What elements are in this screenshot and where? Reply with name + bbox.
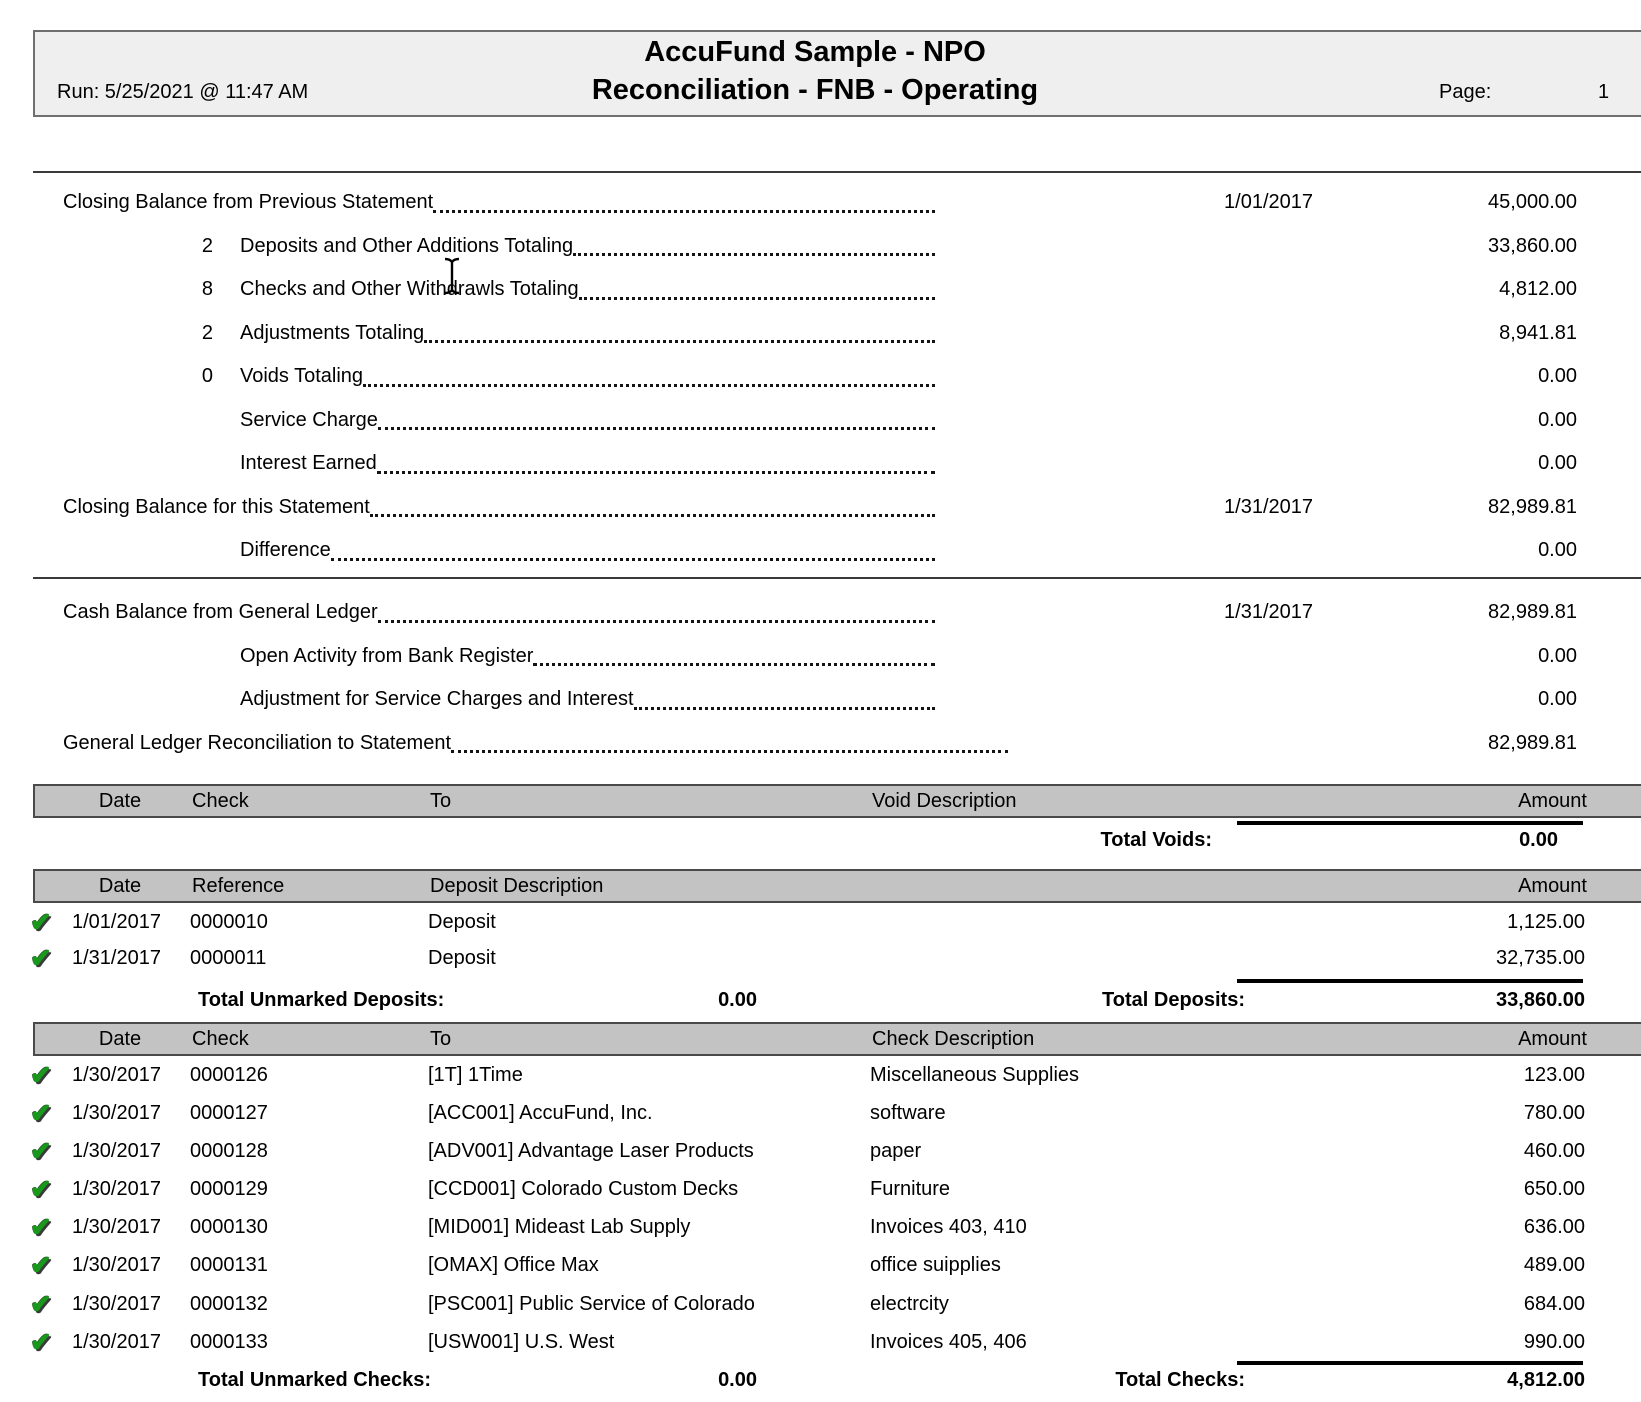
cleared-check-icon: ✔ bbox=[30, 1212, 52, 1243]
check-description: software bbox=[870, 1102, 946, 1125]
line-amount: 0.00 bbox=[1538, 644, 1577, 667]
line-amount: 82,989.81 bbox=[1488, 601, 1577, 623]
voids-table-header bbox=[33, 784, 1641, 818]
line-date: 1/31/2017 bbox=[1224, 601, 1313, 623]
line-date bbox=[1130, 312, 1313, 356]
summary-row bbox=[0, 181, 1641, 225]
check-amount: 123.00 bbox=[1523, 1064, 1585, 1086]
line-amount: 0.00 bbox=[1538, 452, 1577, 474]
summary-row bbox=[0, 678, 1641, 722]
column-header-date: Date bbox=[98, 1028, 142, 1050]
dot-leader bbox=[377, 471, 935, 474]
line-label: Closing Balance from Previous Statement bbox=[63, 191, 434, 213]
cleared-check-icon: ✔ bbox=[30, 907, 52, 937]
line-amount: 4,812.00 bbox=[1499, 278, 1577, 300]
check-amount: 650.00 bbox=[1523, 1178, 1585, 1201]
line-label: Deposits and Other Additions Totaling bbox=[240, 234, 574, 257]
column-header-reference: Reference bbox=[192, 875, 285, 897]
line-label: Interest Earned bbox=[240, 452, 377, 474]
total-checks-label: Total Checks: bbox=[1115, 1369, 1245, 1391]
check-payee: [ACC001] AccuFund, Inc. bbox=[428, 1102, 653, 1125]
check-date: 1/30/2017 bbox=[72, 1178, 161, 1201]
check-number: 0000130 bbox=[190, 1216, 268, 1239]
line-date bbox=[1130, 268, 1313, 312]
check-description: Furniture bbox=[870, 1178, 951, 1201]
dot-leader bbox=[533, 663, 935, 666]
total-voids-amount: 0.00 bbox=[1519, 829, 1558, 851]
dot-leader bbox=[370, 514, 935, 517]
line-amount: 0.00 bbox=[1538, 408, 1577, 431]
dot-leader bbox=[433, 210, 935, 213]
deposit-amount: 1,125.00 bbox=[1507, 911, 1585, 933]
leader-line bbox=[240, 635, 935, 679]
line-amount: 0.00 bbox=[1538, 365, 1577, 387]
check-row bbox=[0, 1285, 1641, 1323]
check-description: paper bbox=[870, 1140, 922, 1163]
column-header-date: Date bbox=[98, 875, 142, 897]
line-date bbox=[1130, 635, 1313, 679]
line-amount: 33,860.00 bbox=[1488, 234, 1577, 257]
check-amount: 636.00 bbox=[1523, 1216, 1585, 1239]
line-amount: 82,989.81 bbox=[1488, 495, 1577, 518]
leader-line bbox=[63, 486, 935, 530]
deposit-row bbox=[0, 941, 1641, 977]
check-description: office suipplies bbox=[870, 1254, 1001, 1277]
summary-row bbox=[0, 635, 1641, 679]
run-timestamp: Run: 5/25/2021 @ 11:47 AM bbox=[57, 81, 309, 103]
total-deposits-amount: 33,860.00 bbox=[1496, 989, 1585, 1011]
horizontal-rule bbox=[33, 171, 1641, 173]
dot-leader bbox=[573, 253, 935, 256]
column-header-date: Date bbox=[98, 790, 142, 812]
check-number: 0000131 bbox=[190, 1254, 268, 1277]
line-label: Voids Totaling bbox=[240, 365, 364, 387]
text-cursor-icon bbox=[441, 257, 463, 295]
deposits-rows bbox=[0, 905, 1641, 976]
check-date: 1/30/2017 bbox=[72, 1064, 161, 1086]
leader-line bbox=[63, 722, 1008, 766]
leader-line bbox=[240, 312, 935, 356]
leader-line bbox=[240, 355, 935, 399]
cleared-check-icon: ✔ bbox=[30, 1136, 52, 1167]
cleared-check-icon: ✔ bbox=[30, 1060, 52, 1090]
column-header-deposit-description: Deposit Description bbox=[430, 875, 604, 897]
deposit-reference: 0000011 bbox=[190, 946, 267, 969]
leader-line bbox=[240, 399, 935, 443]
line-label: Checks and Other Withdrawls Totaling bbox=[240, 278, 579, 300]
dot-leader bbox=[634, 707, 935, 710]
summary-row bbox=[0, 268, 1641, 312]
deposit-row bbox=[0, 905, 1641, 941]
deposits-table-header bbox=[33, 869, 1641, 903]
check-number: 0000128 bbox=[190, 1140, 268, 1163]
deposits-total-row bbox=[0, 986, 1641, 1014]
leader-line bbox=[240, 529, 935, 573]
check-payee: [USW001] U.S. West bbox=[428, 1330, 615, 1353]
summary-row bbox=[0, 442, 1641, 486]
total-unmarked-checks-amount: 0.00 bbox=[718, 1369, 757, 1391]
line-date: 1/31/2017 bbox=[1224, 495, 1313, 518]
deposit-date: 1/01/2017 bbox=[72, 911, 161, 933]
deposit-description: Deposit bbox=[428, 911, 496, 933]
total-deposits-label: Total Deposits: bbox=[1102, 989, 1245, 1011]
page-number: 1 bbox=[1598, 81, 1610, 103]
check-date: 1/30/2017 bbox=[72, 1330, 161, 1353]
check-payee: [PSC001] Public Service of Colorado bbox=[428, 1292, 755, 1315]
total-unmarked-checks-label: Total Unmarked Checks: bbox=[198, 1369, 432, 1391]
cleared-check-icon: ✔ bbox=[30, 1326, 52, 1357]
column-header-to: To bbox=[430, 1028, 452, 1050]
total-checks-amount: 4,812.00 bbox=[1507, 1369, 1585, 1391]
total-overline bbox=[1237, 1361, 1583, 1365]
summary-row bbox=[0, 355, 1641, 399]
line-amount: 0.00 bbox=[1538, 688, 1577, 710]
report-title: AccuFund Sample - NPO bbox=[644, 36, 986, 68]
check-description: electrcity bbox=[870, 1292, 949, 1315]
check-row bbox=[0, 1323, 1641, 1361]
column-header-check-description: Check Description bbox=[872, 1028, 1035, 1050]
summary-row bbox=[0, 722, 1641, 766]
column-header-to: To bbox=[430, 790, 452, 812]
summary-row bbox=[0, 486, 1641, 530]
dot-leader bbox=[363, 384, 935, 387]
item-count bbox=[100, 678, 213, 722]
item-count: 2 bbox=[201, 321, 213, 344]
statement-summary bbox=[0, 181, 1641, 573]
voids-total-row bbox=[0, 826, 1641, 854]
item-count bbox=[100, 635, 213, 679]
check-amount: 780.00 bbox=[1523, 1102, 1585, 1125]
dot-leader bbox=[451, 750, 1008, 753]
summary-row bbox=[0, 225, 1641, 269]
dot-leader bbox=[424, 340, 935, 343]
check-number: 0000129 bbox=[190, 1178, 268, 1201]
deposit-date: 1/31/2017 bbox=[72, 946, 161, 969]
leader-line bbox=[63, 181, 935, 225]
line-amount: 0.00 bbox=[1538, 539, 1577, 561]
line-date bbox=[1130, 399, 1313, 443]
line-label: Service Charge bbox=[240, 408, 378, 431]
check-date: 1/30/2017 bbox=[72, 1216, 161, 1239]
check-row bbox=[0, 1246, 1641, 1284]
horizontal-rule bbox=[33, 577, 1641, 579]
line-date bbox=[1130, 355, 1313, 399]
item-count bbox=[100, 442, 213, 486]
line-label: Adjustment for Service Charges and Interest bbox=[240, 688, 634, 710]
column-header-check: Check bbox=[192, 790, 249, 812]
summary-row bbox=[0, 591, 1641, 635]
line-label: Cash Balance from General Ledger bbox=[63, 601, 378, 623]
line-amount: 82,989.81 bbox=[1488, 731, 1577, 754]
check-payee: [MID001] Mideast Lab Supply bbox=[428, 1216, 691, 1239]
line-amount: 8,941.81 bbox=[1499, 321, 1577, 344]
leader-line bbox=[63, 591, 935, 635]
item-count bbox=[100, 529, 213, 573]
dot-leader bbox=[579, 297, 935, 300]
deposit-amount: 32,735.00 bbox=[1496, 946, 1585, 969]
checks-total-row bbox=[0, 1366, 1641, 1394]
line-date bbox=[1130, 722, 1313, 766]
ledger-summary bbox=[0, 591, 1641, 765]
leader-line bbox=[240, 678, 935, 722]
deposit-description: Deposit bbox=[428, 946, 496, 969]
check-number: 0000133 bbox=[190, 1330, 268, 1353]
check-date: 1/30/2017 bbox=[72, 1292, 161, 1315]
checks-rows bbox=[0, 1056, 1641, 1361]
item-count: 0 bbox=[201, 365, 213, 387]
check-number: 0000126 bbox=[190, 1064, 268, 1086]
summary-row bbox=[0, 399, 1641, 443]
cleared-check-icon: ✔ bbox=[30, 1174, 52, 1205]
checks-table-header bbox=[33, 1022, 1641, 1056]
total-overline bbox=[1237, 979, 1583, 983]
line-label: Difference bbox=[240, 539, 331, 561]
leader-line bbox=[240, 442, 935, 486]
total-voids-label: Total Voids: bbox=[1100, 829, 1212, 851]
total-overline bbox=[1237, 821, 1583, 825]
line-date bbox=[1130, 442, 1313, 486]
dot-leader bbox=[378, 620, 935, 623]
check-payee: [CCD001] Colorado Custom Decks bbox=[428, 1178, 739, 1201]
line-label: Closing Balance for this Statement bbox=[63, 495, 370, 518]
check-date: 1/30/2017 bbox=[72, 1254, 161, 1277]
check-row bbox=[0, 1056, 1641, 1094]
check-payee: [1T] 1Time bbox=[428, 1064, 523, 1086]
check-payee: [ADV001] Advantage Laser Products bbox=[428, 1140, 754, 1163]
summary-row bbox=[0, 312, 1641, 356]
column-header-amount: Amount bbox=[1518, 1028, 1587, 1050]
dot-leader bbox=[378, 427, 935, 430]
check-description: Invoices 403, 410 bbox=[870, 1216, 1027, 1239]
check-date: 1/30/2017 bbox=[72, 1140, 161, 1163]
check-number: 0000127 bbox=[190, 1102, 268, 1125]
check-amount: 990.00 bbox=[1523, 1330, 1585, 1353]
check-row bbox=[0, 1132, 1641, 1170]
line-date bbox=[1130, 225, 1313, 269]
check-row bbox=[0, 1208, 1641, 1246]
check-amount: 489.00 bbox=[1523, 1254, 1585, 1277]
check-description: Miscellaneous Supplies bbox=[870, 1064, 1080, 1086]
line-label: General Ledger Reconciliation to Statement bbox=[63, 731, 452, 754]
total-unmarked-deposits-amount: 0.00 bbox=[718, 989, 757, 1011]
cleared-check-icon: ✔ bbox=[30, 1098, 52, 1129]
line-date bbox=[1130, 678, 1313, 722]
leader-line bbox=[240, 268, 935, 312]
summary-row bbox=[0, 529, 1641, 573]
check-row bbox=[0, 1170, 1641, 1208]
total-unmarked-deposits-label: Total Unmarked Deposits: bbox=[198, 989, 445, 1011]
column-header-amount: Amount bbox=[1518, 875, 1587, 897]
report-subtitle: Reconciliation - FNB - Operating bbox=[591, 74, 1039, 106]
check-description: Invoices 405, 406 bbox=[870, 1330, 1027, 1353]
item-count bbox=[100, 399, 213, 443]
dot-leader bbox=[331, 558, 935, 561]
report-header bbox=[33, 30, 1641, 117]
page-label: Page: bbox=[1439, 81, 1492, 103]
line-amount: 45,000.00 bbox=[1488, 191, 1577, 213]
deposit-reference: 0000010 bbox=[190, 911, 268, 933]
item-count: 2 bbox=[201, 234, 213, 257]
column-header-check: Check bbox=[192, 1028, 249, 1050]
check-amount: 460.00 bbox=[1523, 1140, 1585, 1163]
column-header-void-description: Void Description bbox=[872, 790, 1017, 812]
line-label: Open Activity from Bank Register bbox=[240, 644, 534, 667]
check-payee: [OMAX] Office Max bbox=[428, 1254, 599, 1277]
column-header-amount: Amount bbox=[1518, 790, 1587, 812]
line-date bbox=[1130, 529, 1313, 573]
line-date: 1/01/2017 bbox=[1224, 191, 1313, 213]
check-row bbox=[0, 1094, 1641, 1132]
check-date: 1/30/2017 bbox=[72, 1102, 161, 1125]
cleared-check-icon: ✔ bbox=[30, 1288, 52, 1319]
leader-line bbox=[240, 225, 935, 269]
item-count: 8 bbox=[201, 278, 213, 300]
line-label: Adjustments Totaling bbox=[240, 321, 425, 344]
check-number: 0000132 bbox=[190, 1292, 268, 1315]
cleared-check-icon: ✔ bbox=[30, 1250, 52, 1281]
check-amount: 684.00 bbox=[1523, 1292, 1585, 1315]
cleared-check-icon: ✔ bbox=[30, 942, 52, 973]
